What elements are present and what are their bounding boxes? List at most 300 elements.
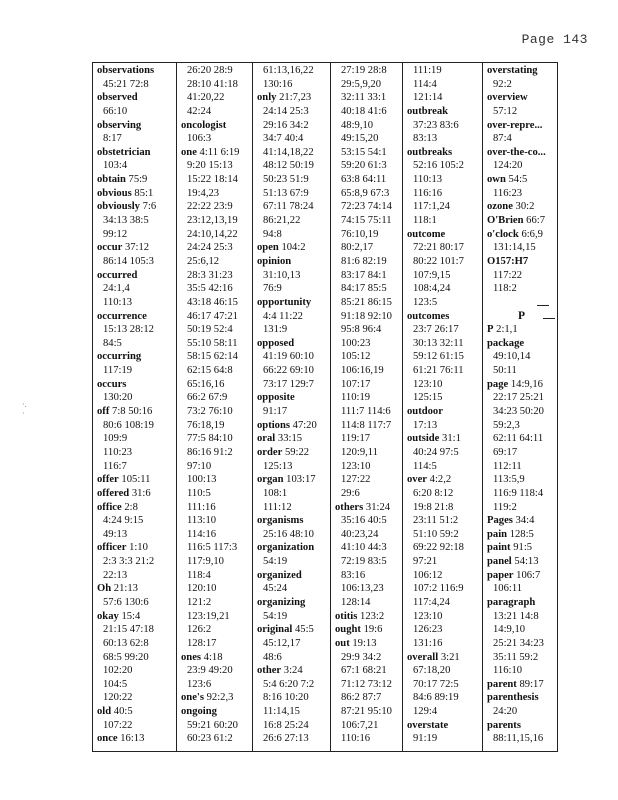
blank-line xyxy=(487,296,556,310)
page-references: 3:21 xyxy=(440,651,460,663)
page-references: 1:10 xyxy=(129,542,148,554)
page-references: 54:5 xyxy=(508,174,528,186)
page-references: 49:15,20 xyxy=(341,133,379,145)
page-references: 130:20 xyxy=(103,392,133,404)
index-term: okay xyxy=(97,610,119,622)
page-references: 73:2 76:10 xyxy=(187,406,233,418)
page-references: 74:15 75:11 xyxy=(341,215,392,227)
page-references: 53:15 54:1 xyxy=(341,146,387,158)
page-references: 34:23 50:20 xyxy=(493,406,544,418)
page-references: 84:5 xyxy=(103,337,122,349)
page-references: 125:13 xyxy=(263,460,293,472)
page-references: 28:10 41:18 xyxy=(187,78,238,90)
page-references: 40:24 97:5 xyxy=(413,446,459,458)
index-term: old xyxy=(97,706,112,718)
page-references: 68:5 99:20 xyxy=(103,651,149,663)
page-references: 117:9,10 xyxy=(187,556,224,568)
page-references: 30:13 32:11 xyxy=(413,337,464,349)
page-references: 67:1 68:21 xyxy=(341,665,387,677)
page-references: 104:2 xyxy=(281,242,306,254)
page-references: 118:2 xyxy=(493,283,517,295)
page-references: 83:16 xyxy=(341,569,366,581)
page-references: 128:17 xyxy=(187,637,217,649)
page-references: 94:8 xyxy=(263,228,282,240)
page-references: 42:24 xyxy=(187,105,212,117)
page-references: 85:21 86:15 xyxy=(341,296,392,308)
page-references: 86:21,22 xyxy=(263,215,301,227)
index-term: Oh xyxy=(97,583,112,595)
page-references: 16:8 25:24 xyxy=(263,719,309,731)
page-references: 45:24 xyxy=(263,583,288,595)
page-references: 114:5 xyxy=(413,460,437,472)
index-entry xyxy=(97,187,173,201)
index-entry xyxy=(335,623,399,637)
page-references: 14:9,10 xyxy=(493,624,526,636)
index-column xyxy=(331,63,403,751)
page-references: 40:5 xyxy=(113,706,133,718)
index-entry xyxy=(407,473,479,487)
page-references: 58:15 62:14 xyxy=(187,351,238,363)
page-references: 91:5 xyxy=(513,542,533,554)
page-references: 83:17 84:1 xyxy=(341,269,387,281)
index-term: organizing xyxy=(257,596,306,608)
page-references: 109:9 xyxy=(103,433,128,445)
page-references: 88:11,15,16 xyxy=(493,733,544,745)
page-references: 91:17 xyxy=(263,406,288,418)
page-references: 97:21 xyxy=(413,556,438,568)
word-index-table xyxy=(92,62,558,752)
index-entry xyxy=(487,555,556,569)
index-term: ozone xyxy=(487,201,513,213)
page-references: 24:20 xyxy=(493,706,518,718)
page-references: 127:22 xyxy=(341,474,371,486)
page-references: 76:9 xyxy=(263,283,282,295)
index-entry xyxy=(487,528,556,542)
index-term: occur xyxy=(97,242,123,254)
index-entry xyxy=(257,446,327,460)
index-entry xyxy=(487,214,556,228)
page-references: 66:10 xyxy=(103,105,128,117)
page-references: 118:4 xyxy=(187,569,211,581)
page-references: 126:23 xyxy=(413,624,443,636)
page-references: 105:11 xyxy=(121,474,151,486)
page-references: 119:2 xyxy=(493,501,517,513)
page-references: 34:13 38:5 xyxy=(103,215,149,227)
index-term: observing xyxy=(97,119,142,131)
page-references: 49:13 xyxy=(103,528,128,540)
page-references: 22:13 xyxy=(103,569,128,581)
page-references: 9:20 15:13 xyxy=(187,160,233,172)
page-references: 120:9,11 xyxy=(341,446,378,458)
page-references: 116:7 xyxy=(103,460,127,472)
index-term: original xyxy=(257,624,293,636)
index-entry xyxy=(181,691,249,705)
page-references: 8:17 xyxy=(103,133,122,145)
index-term: obtain xyxy=(97,174,126,186)
index-term: open xyxy=(257,242,279,254)
page-references: 61:13,16,22 xyxy=(263,65,314,76)
index-term: office xyxy=(97,501,122,513)
index-term: obvious xyxy=(97,187,132,199)
index-term: O'Brien xyxy=(487,215,524,227)
page-references: 123:10 xyxy=(413,378,443,390)
index-term: oncologist xyxy=(181,119,227,131)
page-references: 25:16 48:10 xyxy=(263,528,314,540)
index-entry xyxy=(97,241,173,255)
index-term: other xyxy=(257,665,282,677)
page-references: 107:9,15 xyxy=(413,269,451,281)
page-references: 48:12 50:19 xyxy=(263,160,314,172)
index-column xyxy=(253,63,331,751)
page-references: 3:24 xyxy=(283,665,303,677)
index-term: overall xyxy=(407,651,439,663)
page-references: 32:11 33:1 xyxy=(341,92,387,104)
page-references: 50:19 52:4 xyxy=(187,324,233,336)
page-references: 23:7 26:17 xyxy=(413,324,459,336)
index-term: O157:H7 xyxy=(487,255,529,267)
page-references: 35:16 40:5 xyxy=(341,515,387,527)
page-references: 51:10 59:2 xyxy=(413,528,459,540)
page-references: 110:13 xyxy=(103,296,133,308)
index-term: occurred xyxy=(97,269,138,281)
page-references: 52:16 105:2 xyxy=(413,160,464,172)
page-references: 114:16 xyxy=(187,528,217,540)
page-references: 23:12,13,19 xyxy=(187,215,238,227)
page-references: 110:23 xyxy=(103,446,133,458)
page-references: 80:2,17 xyxy=(341,242,374,254)
page-references: 116:9 118:4 xyxy=(493,487,544,499)
page-references: 116:10 xyxy=(493,665,523,677)
page-references: 2:1,1 xyxy=(496,324,518,336)
index-term: overstating xyxy=(487,65,538,76)
page-references: 31:10,13 xyxy=(263,269,301,281)
index-term: P xyxy=(487,324,494,336)
page-references: 65:8,9 67:3 xyxy=(341,187,390,199)
index-entry xyxy=(487,200,556,214)
page-references: 114:4 xyxy=(413,78,437,90)
index-term: opportunity xyxy=(257,296,312,308)
page-references: 45:5 xyxy=(294,624,314,636)
page-references: 29:9 34:2 xyxy=(341,651,382,663)
page-references: 59:20 61:3 xyxy=(341,160,387,172)
page-references: 128:14 xyxy=(341,596,371,608)
page-references: 50:11 xyxy=(493,365,517,377)
page-references: 104:5 xyxy=(103,678,128,690)
page-references: 91:18 92:10 xyxy=(341,310,392,322)
index-term: over-repre... xyxy=(487,119,543,131)
index-term: overstate xyxy=(407,719,449,731)
page-references: 83:13 xyxy=(413,133,438,145)
page-references: 11:14,15 xyxy=(263,706,300,718)
page-references: 13:21 14:8 xyxy=(493,610,539,622)
index-term: package xyxy=(487,337,525,349)
index-term: Pages xyxy=(487,515,513,527)
page-references: 100:23 xyxy=(341,337,371,349)
page-references: 23:11 51:2 xyxy=(413,515,459,527)
page-references: 41:14,18,22 xyxy=(263,146,314,158)
index-entry xyxy=(257,664,327,678)
page-references: 8:16 10:20 xyxy=(263,692,309,704)
page-references: 86:16 91:2 xyxy=(187,446,233,458)
page-references: 87:21 95:10 xyxy=(341,706,392,718)
page-references: 6:6,9 xyxy=(521,228,543,240)
page-references: 15:4 xyxy=(121,610,141,622)
index-term: over xyxy=(407,474,427,486)
page-references: 15:13 28:12 xyxy=(103,324,154,336)
page-references: 76:18,19 xyxy=(187,419,225,431)
index-entry xyxy=(335,637,399,651)
index-entry xyxy=(97,610,173,624)
page-references: 23:9 49:20 xyxy=(187,665,233,677)
page-references: 19:6 xyxy=(363,624,383,636)
page-references: 19:4,23 xyxy=(187,187,220,199)
page-references: 29:16 34:2 xyxy=(263,119,309,131)
index-term: outdoor xyxy=(407,406,443,418)
page-references: 123:2 xyxy=(360,610,385,622)
page-references: 106:16,19 xyxy=(341,365,384,377)
index-term: obstetrician xyxy=(97,146,151,158)
page-references: 22:17 25:21 xyxy=(493,392,544,404)
page-references: 34:7 40:4 xyxy=(263,133,304,145)
index-term: officer xyxy=(97,542,127,554)
index-term: options xyxy=(257,419,290,431)
index-term: page xyxy=(487,378,509,390)
page-references: 106:13,23 xyxy=(341,583,384,595)
page-references: 110:19 xyxy=(341,392,371,404)
index-term: others xyxy=(335,501,364,513)
page-references: 31:6 xyxy=(131,487,151,499)
page-references: 123:19,21 xyxy=(187,610,230,622)
page-references: 6:20 8:12 xyxy=(413,487,454,499)
index-entry xyxy=(257,419,327,433)
index-term: parents xyxy=(487,719,521,731)
page-references: 51:13 67:9 xyxy=(263,187,309,199)
page-references: 125:15 xyxy=(413,392,443,404)
page-references: 103:4 xyxy=(103,160,128,172)
page-references: 59:21 60:20 xyxy=(187,719,238,731)
index-term: only xyxy=(257,92,277,104)
index-column xyxy=(403,63,483,751)
index-entry xyxy=(97,487,173,501)
index-term: parenthesis xyxy=(487,692,539,704)
page-references: 81:6 82:19 xyxy=(341,255,387,267)
index-term: outbreak xyxy=(407,105,449,117)
page-references: 41:19 60:10 xyxy=(263,351,314,363)
index-entry xyxy=(97,582,173,596)
page-references: 5:4 6:20 7:2 xyxy=(263,678,315,690)
page-references: 116:16 xyxy=(413,187,443,199)
page-references: 66:7 xyxy=(526,215,545,227)
index-entry xyxy=(407,651,479,665)
page-references: 35:5 42:16 xyxy=(187,283,233,295)
page-references: 108:4,24 xyxy=(413,283,451,295)
page-references: 19:13 xyxy=(352,637,377,649)
page-references: 17:13 xyxy=(413,419,438,431)
index-term: obviously xyxy=(97,201,140,213)
page-references: 85:1 xyxy=(134,187,154,199)
page-references: 120:10 xyxy=(187,583,217,595)
index-term: paragraph xyxy=(487,596,536,608)
index-term: paint xyxy=(487,542,511,554)
page-references: 111:7 114:6 xyxy=(341,406,391,418)
page-references: 54:19 xyxy=(263,610,288,622)
page-references: 73:17 129:7 xyxy=(263,378,314,390)
page-references: 2:3 3:3 21:2 xyxy=(103,556,155,568)
page-references: 67:18,20 xyxy=(413,665,451,677)
page-references: 95:8 96:4 xyxy=(341,324,382,336)
page-references: 72:23 74:14 xyxy=(341,201,392,213)
page-references: 59:12 61:15 xyxy=(413,351,464,363)
margin-marks xyxy=(22,400,27,418)
page-references: 45:12,17 xyxy=(263,637,301,649)
page-references: 54:19 xyxy=(263,556,288,568)
page-references: 69:17 xyxy=(493,446,518,458)
page-references: 59:22 xyxy=(284,446,310,458)
page-references: 31:1 xyxy=(442,433,461,445)
index-term: pain xyxy=(487,528,508,540)
index-entry xyxy=(97,200,173,214)
page-references: 110:5 xyxy=(187,487,211,499)
rule-mark xyxy=(537,305,549,306)
page-references: 99:12 xyxy=(103,228,128,240)
page-references: 116:23 xyxy=(493,187,523,199)
index-term: outcome xyxy=(407,228,446,240)
page-references: 113:5,9 xyxy=(493,474,525,486)
index-term: one xyxy=(181,146,197,158)
page-references: 24:1,4 xyxy=(103,283,130,295)
page-references: 113:10 xyxy=(187,515,217,527)
page-references: 121:2 xyxy=(187,596,212,608)
page-references: 55:10 58:11 xyxy=(187,337,238,349)
page-references: 4:2,2 xyxy=(429,474,452,486)
page-references: 57:12 xyxy=(493,105,518,117)
page-references: 31:24 xyxy=(365,501,391,513)
page-references: 106:7,21 xyxy=(341,719,379,731)
index-term: ought xyxy=(335,624,361,636)
page-references: 84:6 89:19 xyxy=(413,692,459,704)
page-references: 128:5 xyxy=(509,528,534,540)
index-entry xyxy=(487,228,556,242)
page-references: 7:8 50:16 xyxy=(112,406,153,418)
page-references: 62:15 64:8 xyxy=(187,365,233,377)
index-term: organ xyxy=(257,474,284,486)
page-references: 100:13 xyxy=(187,474,217,486)
index-term: parent xyxy=(487,678,517,690)
page-references: 103:17 xyxy=(286,474,316,486)
page-references: 117:4,24 xyxy=(413,596,450,608)
page-references: 4:18 xyxy=(203,651,223,663)
page-references: 35:11 59:2 xyxy=(493,651,539,663)
page-references: 116:5 117:3 xyxy=(187,542,238,554)
page-references: 67:11 78:24 xyxy=(263,201,314,213)
index-term: observations xyxy=(97,65,155,76)
index-entry xyxy=(97,473,173,487)
index-term: organization xyxy=(257,542,315,554)
page-references: 131:14,15 xyxy=(493,242,536,254)
page-references: 77:5 84:10 xyxy=(187,433,233,445)
page-references: 46:17 47:21 xyxy=(187,310,238,322)
index-term: panel xyxy=(487,556,512,568)
page-references: 120:22 xyxy=(103,692,133,704)
page-references: 22:22 23:9 xyxy=(187,201,233,213)
page-references: 106:7 xyxy=(516,569,541,581)
page-references: 49:10,14 xyxy=(493,351,531,363)
page-references: 117:22 xyxy=(493,269,523,281)
index-term: organisms xyxy=(257,515,304,527)
page-references: 43:18 46:15 xyxy=(187,296,238,308)
page-references: 86:2 87:7 xyxy=(341,692,382,704)
page-references: 112:11 xyxy=(493,460,522,472)
page-references: 62:11 64:11 xyxy=(493,433,544,445)
page-references: 121:14 xyxy=(413,92,443,104)
page-references: 65:16,16 xyxy=(187,378,225,390)
page-references: 30:2 xyxy=(515,201,535,213)
index-term: over-the-co... xyxy=(487,146,546,158)
index-entry xyxy=(407,432,479,446)
index-term: offered xyxy=(97,487,130,499)
page-references: 106:12 xyxy=(413,569,443,581)
page-references: 92:2,3 xyxy=(206,692,234,704)
page-references: 108:1 xyxy=(263,487,288,499)
page-references: 60:13 62:8 xyxy=(103,637,149,649)
page-references: 131:16 xyxy=(413,637,443,649)
page-references: 124:20 xyxy=(493,160,523,172)
page-references: 47:20 xyxy=(292,419,317,431)
page-references: 4:24 9:15 xyxy=(103,515,144,527)
page-references: 76:10,19 xyxy=(341,228,379,240)
page-references: 48:6 xyxy=(263,651,282,663)
index-term: occurring xyxy=(97,351,142,363)
page-references: 107:2 116:9 xyxy=(413,583,464,595)
index-entry xyxy=(257,623,327,637)
index-entry xyxy=(487,173,556,187)
page-references: 72:21 80:17 xyxy=(413,242,464,254)
page-references: 84:17 85:5 xyxy=(341,283,387,295)
page-references: 117:19 xyxy=(103,365,133,377)
page-references: 86:14 105:3 xyxy=(103,255,154,267)
index-term: occurs xyxy=(97,378,127,390)
page-references: 126:2 xyxy=(187,624,212,636)
page-references: 75:9 xyxy=(128,174,148,186)
page-references: 123:5 xyxy=(413,296,438,308)
page-references: 80:6 108:19 xyxy=(103,419,154,431)
page-references: 28:3 31:23 xyxy=(187,269,233,281)
page-references: 107:17 xyxy=(341,378,371,390)
page-references: 114:8 117:7 xyxy=(341,419,392,431)
page-references: 89:17 xyxy=(519,678,544,690)
page-references: 129:4 xyxy=(413,706,438,718)
page-references: 26:20 28:9 xyxy=(187,65,233,76)
page-references: 16:13 xyxy=(120,733,145,745)
index-term: otitis xyxy=(335,610,358,622)
index-entry xyxy=(97,501,173,515)
index-entry xyxy=(487,323,556,337)
page-references: 40:18 41:6 xyxy=(341,105,387,117)
page-references: 59:2,3 xyxy=(493,419,520,431)
index-term: one's xyxy=(181,692,204,704)
index-entry xyxy=(181,651,249,665)
page-references: 106:11 xyxy=(493,583,523,595)
page-references: 111:16 xyxy=(187,501,216,513)
index-entry xyxy=(97,705,173,719)
page-references: 57:6 130:6 xyxy=(103,596,149,608)
page-references: 24:24 25:3 xyxy=(187,242,233,254)
index-term: opinion xyxy=(257,255,292,267)
index-term: ongoing xyxy=(181,706,217,718)
page-references: 34:4 xyxy=(515,515,535,527)
page-references: 80:22 101:7 xyxy=(413,255,464,267)
index-term: outside xyxy=(407,433,440,445)
